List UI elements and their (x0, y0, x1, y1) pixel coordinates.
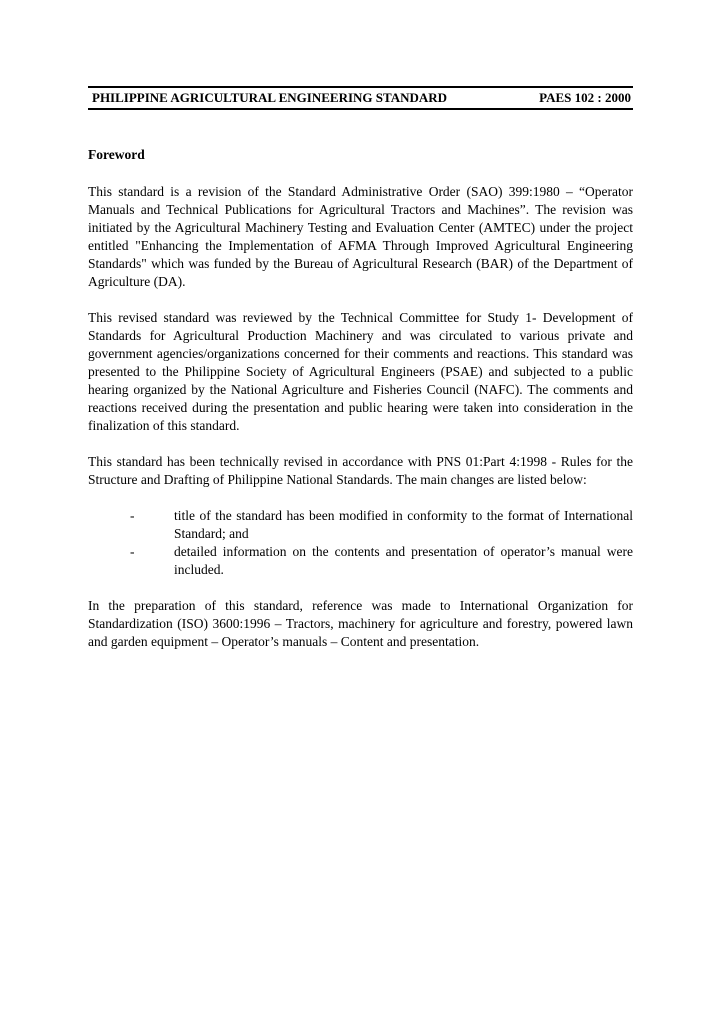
header-standard-code: PAES 102 : 2000 (539, 90, 631, 105)
list-item (88, 507, 633, 543)
paragraph-revision: This standard is a revision of the Standard Administrative Order (SAO) 399:1980 – “Operator Manuals and Technical Publications for Agricultural Tractors and Machines”. The revision was initiated by the Agricultural Machinery Testing and Evaluation Center (AMTEC) under the project entitled "Enhancing the Implementation of AFMA Through Improved Agricultural Engineering Standards" which was funded by the Bureau of Agricultural Research (BAR) of the Department of Agriculture (DA). (88, 184, 633, 289)
changes-list (88, 507, 633, 579)
list-item-text: title of the standard has been modified in conformity to the format of International Standard; and (174, 508, 633, 541)
section-title: Foreword (88, 147, 145, 162)
paragraph-reference: In the preparation of this standard, reference was made to International Organization for Standardization (ISO) 3600:1996 – Tractors, machinery for agriculture and forestry, powered lawn and garden equipment – Operator’s manuals – Content and presentation. (88, 598, 633, 649)
list-item (88, 543, 633, 579)
list-bullet: - (130, 508, 135, 523)
document-page (88, 86, 633, 651)
header-standard-name: PHILIPPINE AGRICULTURAL ENGINEERING STANDARD (92, 90, 448, 105)
list-bullet: - (130, 544, 135, 559)
paragraph-review: This revised standard was reviewed by the Technical Committee for Study 1- Development of Standards for Agricultural Production Machinery and was circulated to various private and government agencies/organizations concerned for their comments and reactions. This standard was presented to the Philippine Society of Agricultural Engineers (PSAE) and subjected to a public hearing organized by the National Agriculture and Fisheries Council (NAFC). The comments and reactions received during the presentation and public hearing were taken into consideration in the finalization of this standard. (88, 310, 633, 433)
page-header (88, 86, 633, 110)
list-item-text: detailed information on the contents and presentation of operator’s manual were included. (174, 544, 633, 577)
paragraph-technical-revision: This standard has been technically revised in accordance with PNS 01:Part 4:1998 - Rules for the Structure and Drafting of Philippine National Standards. The main changes are listed below: (88, 454, 633, 487)
